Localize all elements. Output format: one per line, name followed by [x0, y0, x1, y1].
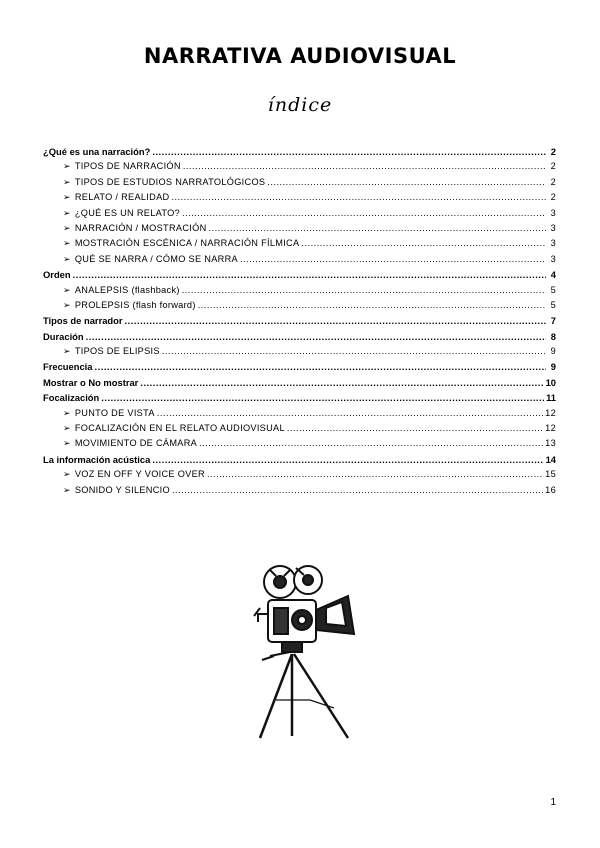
toc-entry[interactable] — [43, 208, 556, 223]
dot-leader — [183, 161, 546, 171]
dot-leader — [199, 438, 543, 448]
dot-leader — [301, 238, 546, 248]
toc-entry[interactable] — [43, 392, 556, 407]
dot-leader — [287, 423, 543, 433]
arrow-bullet-icon: ➢ — [63, 253, 71, 264]
toc-entry-label: MOSTRACIÓN ESCÉNICA / NARRACIÓN FÍLMICA — [74, 238, 300, 249]
dot-leader — [125, 315, 546, 326]
toc-entry[interactable] — [43, 254, 556, 269]
dot-leader — [207, 469, 543, 479]
toc-entry-page: 16 — [545, 484, 556, 495]
toc-entry-label: ANALEPSIS (flashback) — [74, 284, 180, 295]
arrow-bullet-icon: ➢ — [63, 346, 71, 357]
page-number: 1 — [550, 797, 556, 808]
toc-entry-label: FOCALIZACIÓN EN EL RELATO AUDIOVISUAL — [74, 423, 285, 434]
toc-entry[interactable] — [43, 300, 556, 315]
dot-leader — [171, 192, 546, 202]
toc-entry-label: NARRACIÓN / MOSTRACIÓN — [74, 222, 207, 233]
toc-entry-page: 13 — [545, 438, 556, 449]
toc-entry-page: 3 — [550, 238, 556, 249]
dot-leader — [140, 377, 543, 388]
toc-entry-label: Orden — [43, 269, 71, 281]
toc-entry-page: 8 — [550, 330, 556, 342]
toc-entry-label: Focalización — [43, 392, 100, 404]
dot-leader — [152, 146, 546, 157]
toc-entry[interactable] — [43, 177, 556, 192]
toc-entry[interactable] — [43, 192, 556, 207]
toc-entry[interactable] — [43, 408, 556, 423]
toc-entry-page: 10 — [545, 376, 556, 388]
dot-leader — [267, 177, 546, 187]
toc-entry-label: MOVIMIENTO DE CÁMARA — [74, 438, 198, 449]
arrow-bullet-icon: ➢ — [63, 438, 71, 449]
toc-entry-page: 3 — [550, 207, 556, 218]
dot-leader — [240, 254, 546, 264]
dot-leader — [198, 300, 546, 310]
toc-entry[interactable] — [43, 377, 556, 392]
toc-entry[interactable] — [43, 285, 556, 300]
arrow-bullet-icon: ➢ — [63, 222, 71, 233]
dot-leader — [73, 269, 546, 280]
toc-entry-page: 5 — [550, 284, 556, 295]
arrow-bullet-icon: ➢ — [63, 423, 71, 434]
toc-entry-label: PROLEPSIS (flash forward) — [74, 299, 196, 310]
toc-entry-label: TIPOS DE ELIPSIS — [74, 346, 160, 357]
toc-entry-page: 2 — [550, 176, 556, 187]
dot-leader — [157, 408, 543, 418]
toc-entry-label: Mostrar o No mostrar — [43, 376, 139, 388]
dot-leader — [86, 331, 546, 342]
toc-entry-label: VOZ EN OFF Y VOICE OVER — [74, 469, 205, 480]
toc-entry[interactable] — [43, 161, 556, 176]
index-heading: índice — [267, 94, 333, 116]
toc-entry[interactable] — [43, 346, 556, 361]
toc-entry-label: PUNTO DE VISTA — [74, 407, 155, 418]
arrow-bullet-icon: ➢ — [63, 299, 71, 310]
arrow-bullet-icon: ➢ — [63, 284, 71, 295]
toc-entry-label: QUÉ SE NARRA / CÓMO SE NARRA — [74, 253, 238, 264]
toc-entry[interactable] — [43, 423, 556, 438]
toc-entry[interactable] — [43, 223, 556, 238]
dot-leader — [95, 361, 546, 372]
toc-entry[interactable] — [43, 438, 556, 453]
toc-entry-label: ¿Qué es una narración? — [43, 146, 151, 157]
toc-entry-label: ¿QUÉ ES UN RELATO? — [74, 207, 180, 218]
dot-leader — [182, 208, 546, 218]
toc-entry-page: 2 — [550, 146, 556, 157]
toc-entry-label: SONIDO Y SILENCIO — [74, 484, 170, 495]
document-title: NARRATIVA AUDIOVISUAL — [143, 44, 457, 68]
toc-entry-page: 12 — [545, 407, 556, 418]
arrow-bullet-icon: ➢ — [63, 484, 71, 495]
toc-entry-page: 9 — [550, 361, 556, 373]
arrow-bullet-icon: ➢ — [63, 176, 71, 187]
toc-entry-page: 2 — [550, 192, 556, 203]
dot-leader — [209, 223, 546, 233]
toc-entry-page: 11 — [546, 392, 556, 404]
dot-leader — [172, 485, 543, 495]
toc-entry-label: Frecuencia — [43, 361, 93, 373]
dot-leader — [101, 392, 544, 403]
table-of-contents — [43, 146, 556, 500]
toc-entry[interactable] — [43, 454, 556, 469]
toc-entry[interactable] — [43, 238, 556, 253]
toc-entry-page: 2 — [550, 161, 556, 172]
toc-entry-page: 12 — [545, 423, 556, 434]
toc-entry-label: La información acústica — [43, 453, 151, 465]
toc-entry-page: 5 — [550, 299, 556, 310]
toc-entry-label: TIPOS DE NARRACIÓN — [74, 161, 181, 172]
toc-entry-page: 15 — [545, 469, 556, 480]
arrow-bullet-icon: ➢ — [63, 161, 71, 172]
dot-leader — [152, 454, 543, 465]
toc-entry-page: 3 — [550, 222, 556, 233]
dot-leader — [182, 285, 546, 295]
toc-entry-label: Duración — [43, 330, 84, 342]
toc-entry-page: 3 — [550, 253, 556, 264]
toc-entry-label: Tipos de narrador — [43, 315, 123, 327]
toc-entry[interactable] — [43, 315, 556, 330]
arrow-bullet-icon: ➢ — [63, 207, 71, 218]
toc-entry[interactable] — [43, 485, 556, 500]
toc-entry-label: TIPOS DE ESTUDIOS NARRATOLÓGICOS — [74, 176, 266, 187]
toc-entry-label: RELATO / REALIDAD — [74, 192, 170, 203]
film-camera-icon — [230, 560, 370, 740]
toc-entry-page: 7 — [550, 315, 556, 327]
toc-entry-page: 14 — [545, 453, 556, 465]
toc-entry-page: 9 — [550, 346, 556, 357]
arrow-bullet-icon: ➢ — [63, 192, 71, 203]
toc-entry[interactable] — [43, 469, 556, 484]
toc-entry[interactable] — [43, 331, 556, 346]
toc-entry[interactable] — [43, 146, 556, 161]
toc-entry[interactable] — [43, 361, 556, 376]
toc-entry[interactable] — [43, 269, 556, 284]
arrow-bullet-icon: ➢ — [63, 407, 71, 418]
arrow-bullet-icon: ➢ — [63, 469, 71, 480]
toc-entry-page: 4 — [550, 269, 556, 281]
arrow-bullet-icon: ➢ — [63, 238, 71, 249]
dot-leader — [162, 346, 546, 356]
